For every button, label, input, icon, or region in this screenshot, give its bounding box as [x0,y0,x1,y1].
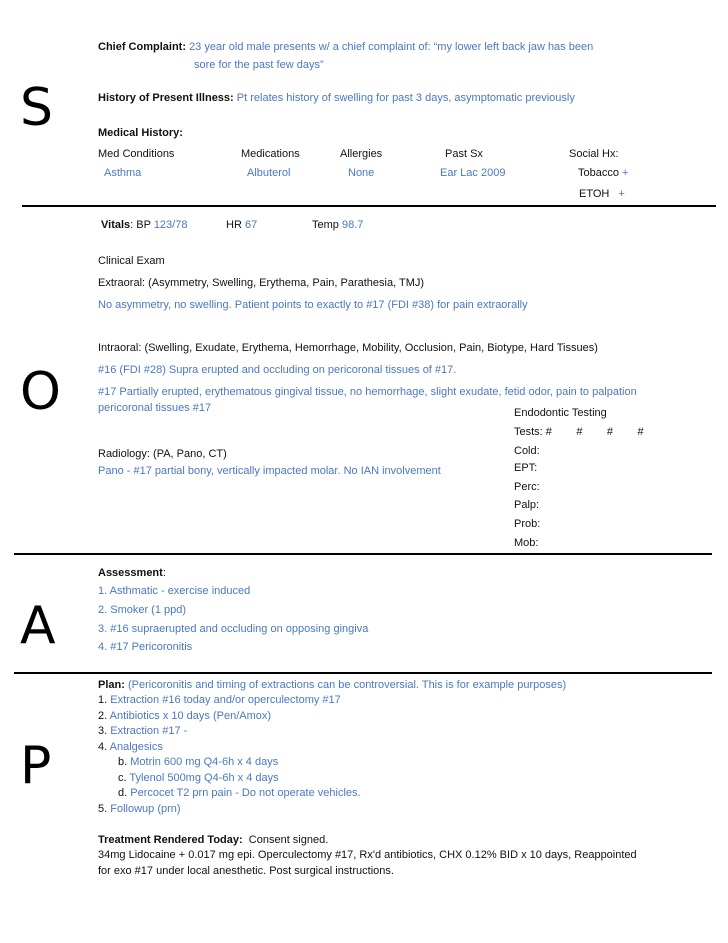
assessment-colon: : [162,567,166,579]
hpi [98,92,575,104]
chief-complaint-text: 23 year old male presents w/ a chief complaint of: “my lower left back jaw has been [189,41,594,53]
plan-subitem-letter: c. [118,772,127,784]
plan-item-text: Antibiotics x 10 days (Pen/Amox) [109,710,272,722]
hr-label: HR [226,219,242,231]
plan-subitem-c [118,772,279,784]
bp-label: : BP [130,219,151,231]
section-letter-s: S [20,78,54,138]
radiology [98,448,227,460]
plan-subitem-letter: b. [118,756,128,768]
divider-s-o [22,205,716,207]
assessment-title [98,567,166,579]
hpi-label: History of Present Illness: [98,92,234,104]
plan-item-number: 2. [98,710,108,722]
vitals-temp [312,219,363,231]
plan-item-text: Followup (prn) [110,803,181,815]
bp-value: 123/78 [153,219,188,231]
plan-item-text: Extraction #16 today and/or operculectomy #17 [110,694,341,706]
plan-subitem-letter: d. [118,787,128,799]
intraoral [98,342,598,354]
plan-subitem-text: Motrin 600 mg Q4-6h x 4 days [130,756,279,768]
hpi-text: Pt relates history of swelling for past 3 days, asymptomatic previously [236,92,575,104]
plan-subitem-b [118,756,278,768]
extraoral-desc: : (Asymmetry, Swelling, Erythema, Pain, Parathesia, TMJ) [142,277,425,289]
col-medications: Medications [241,148,300,160]
chief-complaint [98,41,593,53]
etoh-value: + [618,188,625,200]
assessment-item-1: 1. Asthmatic - exercise induced [98,585,251,597]
plan-subitem-text: Percocet T2 prn pain - Do not operate vehicles. [130,787,361,799]
endo-tests: Tests: # # # # [514,426,644,438]
intraoral-desc: : (Swelling, Exudate, Erythema, Hemorrhage, Mobility, Occlusion, Pain, Biotype, Hard Tissues) [138,342,598,354]
intraoral-label: Intraoral [98,342,139,354]
clinical-exam-title: Clinical Exam [98,255,165,267]
radiology-desc: : (PA, Pano, CT) [146,448,227,460]
radiology-text: Pano - #17 partial bony, vertically impacted molar. No IAN involvement [98,465,441,477]
etoh-label: ETOH [579,188,610,200]
section-letter-p: P [20,736,52,796]
chief-complaint-label: Chief Complaint: [98,41,186,53]
treatment-label: Treatment Rendered Today: [98,834,243,846]
col-social-hx: Social Hx: [569,148,619,160]
endo-perc: Perc: [514,481,540,493]
val-med-conditions: Asthma [104,167,142,179]
vitals-bp [101,219,187,231]
endo-prob: Prob: [514,518,541,530]
intraoral-line-2: #17 Partially erupted, erythematous gingival tissue, no hemorrhage, slight exudate, fetid odor, pain to palpation [98,386,637,398]
plan-item-number: 5. [98,803,108,815]
extraoral [98,277,424,289]
plan-subitem-d [118,787,361,799]
plan-item-2 [98,710,271,722]
treatment-line-3: for exo #17 under local anesthetic. Post surgical instructions. [98,865,394,877]
temp-value: 98.7 [341,219,364,231]
assessment-item-3: 3. #16 supraerupted and occluding on opposing gingiva [98,623,369,635]
plan-item-1 [98,694,341,706]
tobacco-label: Tobacco [578,167,619,179]
vitals-hr [226,219,257,231]
chief-complaint-text-2: sore for the past few days” [194,59,324,71]
extraoral-text: No asymmetry, no swelling. Patient points to exactly to #17 (FDI #38) for pain extraorally [98,299,528,311]
plan-item-4 [98,741,163,753]
col-past-sx: Past Sx [445,148,483,160]
plan-subitem-text: Tylenol 500mg Q4-6h x 4 days [129,772,279,784]
hr-value: 67 [244,219,258,231]
extraoral-label: Extraoral [98,277,143,289]
treatment-rendered [98,834,328,846]
temp-label: Temp [312,219,339,231]
plan-item-text: Analgesics [109,741,163,753]
val-medications: Albuterol [247,167,291,179]
plan-note: (Pericoronitis and timing of extractions can be controversial. This is for example purposes) [127,679,567,691]
vitals-label: Vitals [101,219,131,231]
plan-header [98,679,566,691]
section-letter-o: O [20,362,61,422]
endo-mob: Mob: [514,537,539,549]
endo-cold: Cold: [514,445,540,457]
radiology-label: Radiology [98,448,147,460]
intraoral-line-3: pericoronal tissues #17 [98,402,212,414]
col-med-conditions: Med Conditions [98,148,175,160]
endo-ept: EPT: [514,462,538,474]
col-allergies: Allergies [340,148,383,160]
assessment-item-4: 4. #17 Pericoronitis [98,641,193,653]
val-past-sx: Ear Lac 2009 [440,167,506,179]
val-allergies: None [348,167,375,179]
social-tobacco [578,167,628,179]
plan-item-number: 4. [98,741,108,753]
endo-palp: Palp: [514,499,540,511]
plan-label: Plan: [98,679,125,691]
section-letter-a: A [20,596,56,656]
plan-item-text: Extraction #17 - [110,725,188,737]
assessment-item-2: 2. Smoker (1 ppd) [98,604,187,616]
divider-o-a [14,553,712,555]
divider-a-p [14,672,712,674]
treatment-line-1: Consent signed. [242,834,329,846]
endo-title: Endodontic Testing [514,407,607,419]
treatment-line-2: 34mg Lidocaine + 0.017 mg epi. Operculectomy #17, Rx'd antibiotics, CHX 0.12% BID x 10 days, Reappointed [98,849,637,861]
plan-item-number: 3. [98,725,108,737]
social-etoh [579,188,625,200]
tobacco-value: + [622,167,629,179]
assessment-label: Assessment [98,567,163,579]
plan-item-3 [98,725,187,737]
plan-item-number: 1. [98,694,108,706]
medical-history-label: Medical History: [98,127,183,139]
intraoral-line-1: #16 (FDI #28) Supra erupted and occluding on pericoronal tissues of #17. [98,364,457,376]
plan-item-5 [98,803,181,815]
